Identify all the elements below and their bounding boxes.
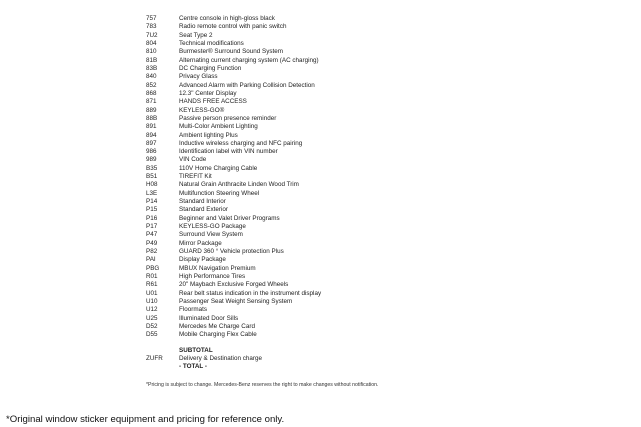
option-description: 12.3" Center Display <box>179 89 237 97</box>
option-description: Mercedes Me Charge Card <box>179 322 255 330</box>
option-description: GUARD 360 ° Vehicle protection Plus <box>179 248 284 255</box>
option-description: Floormats <box>179 306 207 314</box>
option-description: Privacy Glass <box>179 73 218 81</box>
option-code: L3E <box>146 189 158 197</box>
option-description: Beginner and Valet Driver Programs <box>179 214 280 222</box>
option-description: Multi-Color Ambient Lighting <box>179 123 258 131</box>
option-code: P49 <box>146 239 158 247</box>
option-code: R01 <box>146 272 158 280</box>
option-description: VIN Code <box>179 156 207 164</box>
option-code: P17 <box>146 223 158 230</box>
option-description: Inductive wireless charging and NFC pairing <box>179 139 303 147</box>
option-description: Standard Interior <box>179 198 226 205</box>
option-code: R61 <box>146 281 158 289</box>
option-description: Surround View System <box>179 231 243 239</box>
option-description: High Performance Tires <box>179 272 246 280</box>
option-description: KEYLESS-GO® <box>179 106 225 114</box>
option-code: P47 <box>146 231 158 239</box>
option-code: 783 <box>146 23 157 31</box>
option-description: 110V Home Charging Cable <box>179 164 258 172</box>
option-code: U01 <box>146 289 158 297</box>
option-description: Passive person presence reminder <box>179 114 277 122</box>
option-code: U25 <box>146 314 158 322</box>
option-code: 757 <box>146 15 157 22</box>
option-code: 88B <box>146 114 158 122</box>
option-code: 83B <box>146 64 158 72</box>
option-description: Seat Type 2 <box>179 31 213 39</box>
option-code: 897 <box>146 139 157 147</box>
option-description: Passenger Seat Weight Sensing System <box>179 297 293 305</box>
option-description: Centre console in high-gloss black <box>179 15 275 22</box>
option-description: Multifunction Steering Wheel <box>179 189 260 197</box>
option-code: U10 <box>146 297 158 305</box>
option-description: Mirror Package <box>179 239 222 247</box>
option-description: DC Charging Function <box>179 64 242 72</box>
option-code: 804 <box>146 40 157 47</box>
option-code: P14 <box>146 198 158 205</box>
option-description: Mobile Charging Flex Cable <box>179 331 257 339</box>
option-description: Burmester® Surround Sound System <box>179 48 284 56</box>
option-description: Identification label with VIN number <box>179 148 278 156</box>
option-code: B35 <box>146 164 158 172</box>
option-description: KEYLESS-GO Package <box>179 223 246 230</box>
option-code: 7U2 <box>146 31 158 39</box>
option-code: 891 <box>146 123 157 131</box>
option-description: Radio remote control with panic switch <box>179 23 287 31</box>
option-description: Display Package <box>179 256 226 264</box>
option-code: P15 <box>146 206 158 214</box>
option-code: 810 <box>146 48 157 56</box>
option-code: D55 <box>146 331 158 339</box>
option-code: 986 <box>146 148 157 156</box>
option-code: U12 <box>146 306 158 314</box>
reference-disclaimer: *Original window sticker equipment and pricing for reference only. <box>6 414 285 425</box>
destination-code: ZUFR <box>146 355 163 362</box>
option-description: MBUX Navigation Premium <box>179 264 256 272</box>
option-description: Rear belt status indication in the instrument display <box>179 289 322 297</box>
option-code: D52 <box>146 322 158 330</box>
option-code: H08 <box>146 181 158 189</box>
option-description: Illuminated Door Sills <box>179 314 239 322</box>
option-code: PAI <box>146 256 156 264</box>
destination-label: Delivery & Destination charge <box>179 355 262 362</box>
option-code: 889 <box>146 106 157 114</box>
option-description: Ambient lighting Plus <box>179 131 238 139</box>
option-code: P16 <box>146 214 158 222</box>
option-code: 852 <box>146 81 157 89</box>
option-code: B51 <box>146 173 158 181</box>
option-code: 840 <box>146 73 157 81</box>
option-code: PBG <box>146 264 160 272</box>
total-label: - TOTAL - <box>179 363 207 370</box>
option-code: 894 <box>146 131 157 139</box>
option-code: 81B <box>146 56 158 64</box>
option-description: Technical modifications <box>179 40 244 47</box>
option-code: 871 <box>146 98 157 106</box>
option-code: 868 <box>146 89 157 97</box>
option-description: Advanced Alarm with Parking Collision Detection <box>179 81 315 89</box>
option-description: Alternating current charging system (AC charging) <box>179 56 319 64</box>
option-description: Standard Exterior <box>179 206 229 214</box>
option-description: Natural Grain Anthracite Linden Wood Trim <box>179 181 299 189</box>
option-description: HANDS FREE ACCESS <box>179 98 247 106</box>
option-description: TIREFIT Kit <box>179 173 212 181</box>
pricing-footnote: *Pricing is subject to change. Mercedes-Benz reserves the right to make changes without notification. <box>146 382 379 388</box>
option-code: P82 <box>146 248 158 255</box>
subtotal-label: SUBTOTAL <box>179 347 213 354</box>
option-code: 989 <box>146 156 157 164</box>
option-description: 20" Maybach Exclusive Forged Wheels <box>179 281 289 289</box>
